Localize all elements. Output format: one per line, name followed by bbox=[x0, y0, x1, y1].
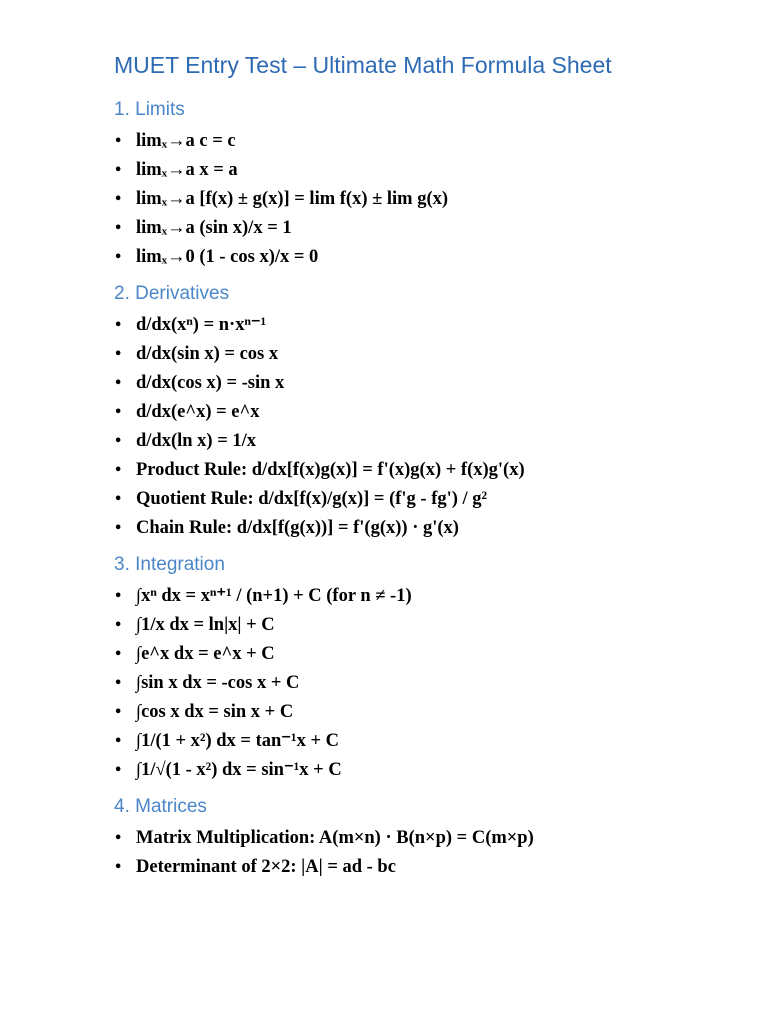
section-heading: 4. Matrices bbox=[114, 796, 207, 817]
formula-text: limₓ→0 (1 - cos x)/x = 0 bbox=[136, 247, 319, 267]
bullet-icon: • bbox=[114, 192, 123, 207]
formula-item bbox=[114, 243, 708, 272]
bullet-icon: • bbox=[114, 134, 123, 149]
formula-item bbox=[114, 398, 708, 427]
formula-text: Determinant of 2×2: |A| = ad - bc bbox=[136, 857, 396, 877]
bullet-icon: • bbox=[114, 831, 123, 846]
bullet-icon: • bbox=[114, 250, 123, 265]
formula-text: limₓ→a x = a bbox=[136, 160, 238, 180]
bullet-icon: • bbox=[114, 705, 123, 720]
formula-text: Product Rule: d/dx[f(x)g(x)] = f'(x)g(x) + f(x)g'(x) bbox=[136, 460, 525, 480]
formula-list bbox=[114, 127, 708, 272]
formula-text: ∫1/√(1 - x²) dx = sin⁻¹x + C bbox=[136, 760, 342, 780]
formula-text: d/dx(ln x) = 1/x bbox=[136, 431, 257, 451]
section-heading: 1. Limits bbox=[114, 99, 185, 120]
formula-item bbox=[114, 156, 708, 185]
formula-item bbox=[114, 311, 708, 340]
formula-item bbox=[114, 756, 708, 785]
formula-item bbox=[114, 456, 708, 485]
formula-text: d/dx(xⁿ) = n·xⁿ⁻¹ bbox=[136, 315, 267, 335]
formula-text: limₓ→a (sin x)/x = 1 bbox=[136, 218, 292, 238]
formula-list bbox=[114, 311, 708, 543]
formula-text: d/dx(e^x) = e^x bbox=[136, 402, 260, 422]
formula-item bbox=[114, 824, 708, 853]
bullet-icon: • bbox=[114, 860, 123, 875]
formula-item bbox=[114, 582, 708, 611]
bullet-icon: • bbox=[114, 405, 123, 420]
bullet-icon: • bbox=[114, 463, 123, 478]
formula-item bbox=[114, 369, 708, 398]
bullet-icon: • bbox=[114, 734, 123, 749]
section-heading: 3. Integration bbox=[114, 554, 225, 575]
formula-text: Chain Rule: d/dx[f(g(x))] = f'(g(x)) · g'(x) bbox=[136, 518, 459, 538]
formula-text: limₓ→a [f(x) ± g(x)] = lim f(x) ± lim g(x) bbox=[136, 189, 449, 209]
formula-text: limₓ→a c = c bbox=[136, 131, 236, 151]
formula-item bbox=[114, 611, 708, 640]
formula-text: Quotient Rule: d/dx[f(x)/g(x)] = (f'g - fg') / g² bbox=[136, 489, 488, 509]
formula-text: ∫xⁿ dx = xⁿ⁺¹ / (n+1) + C (for n ≠ -1) bbox=[136, 586, 412, 606]
formula-text: d/dx(sin x) = cos x bbox=[136, 344, 279, 364]
formula-item bbox=[114, 485, 708, 514]
section-heading: 2. Derivatives bbox=[114, 283, 230, 304]
formula-text: Matrix Multiplication: A(m×n) · B(n×p) = C(m×p) bbox=[136, 828, 534, 848]
bullet-icon: • bbox=[114, 618, 123, 633]
section bbox=[114, 281, 708, 543]
bullet-icon: • bbox=[114, 492, 123, 507]
formula-item bbox=[114, 214, 708, 243]
bullet-icon: • bbox=[114, 376, 123, 391]
bullet-icon: • bbox=[114, 763, 123, 778]
formula-item bbox=[114, 127, 708, 156]
bullet-icon: • bbox=[114, 676, 123, 691]
section bbox=[114, 794, 708, 882]
formula-item bbox=[114, 669, 708, 698]
formula-item bbox=[114, 853, 708, 882]
bullet-icon: • bbox=[114, 647, 123, 662]
bullet-icon: • bbox=[114, 318, 123, 333]
formula-item bbox=[114, 427, 708, 456]
formula-list bbox=[114, 824, 708, 882]
formula-item bbox=[114, 640, 708, 669]
formula-list bbox=[114, 582, 708, 785]
formula-text: ∫cos x dx = sin x + C bbox=[136, 702, 294, 722]
formula-text: ∫1/(1 + x²) dx = tan⁻¹x + C bbox=[136, 731, 339, 751]
formula-text: ∫e^x dx = e^x + C bbox=[136, 644, 275, 664]
formula-text: ∫sin x dx = -cos x + C bbox=[136, 673, 300, 693]
formula-item bbox=[114, 698, 708, 727]
formula-text: ∫1/x dx = ln|x| + C bbox=[136, 615, 275, 635]
formula-item bbox=[114, 185, 708, 214]
bullet-icon: • bbox=[114, 521, 123, 536]
formula-item bbox=[114, 514, 708, 543]
bullet-icon: • bbox=[114, 221, 123, 236]
formula-text: d/dx(cos x) = -sin x bbox=[136, 373, 285, 393]
bullet-icon: • bbox=[114, 163, 123, 178]
bullet-icon: • bbox=[114, 589, 123, 604]
document-title: MUET Entry Test – Ultimate Math Formula Sheet bbox=[114, 52, 612, 78]
sections-container bbox=[114, 97, 708, 882]
bullet-icon: • bbox=[114, 347, 123, 362]
bullet-icon: • bbox=[114, 434, 123, 449]
section bbox=[114, 552, 708, 785]
formula-item bbox=[114, 340, 708, 369]
section bbox=[114, 97, 708, 272]
formula-item bbox=[114, 727, 708, 756]
